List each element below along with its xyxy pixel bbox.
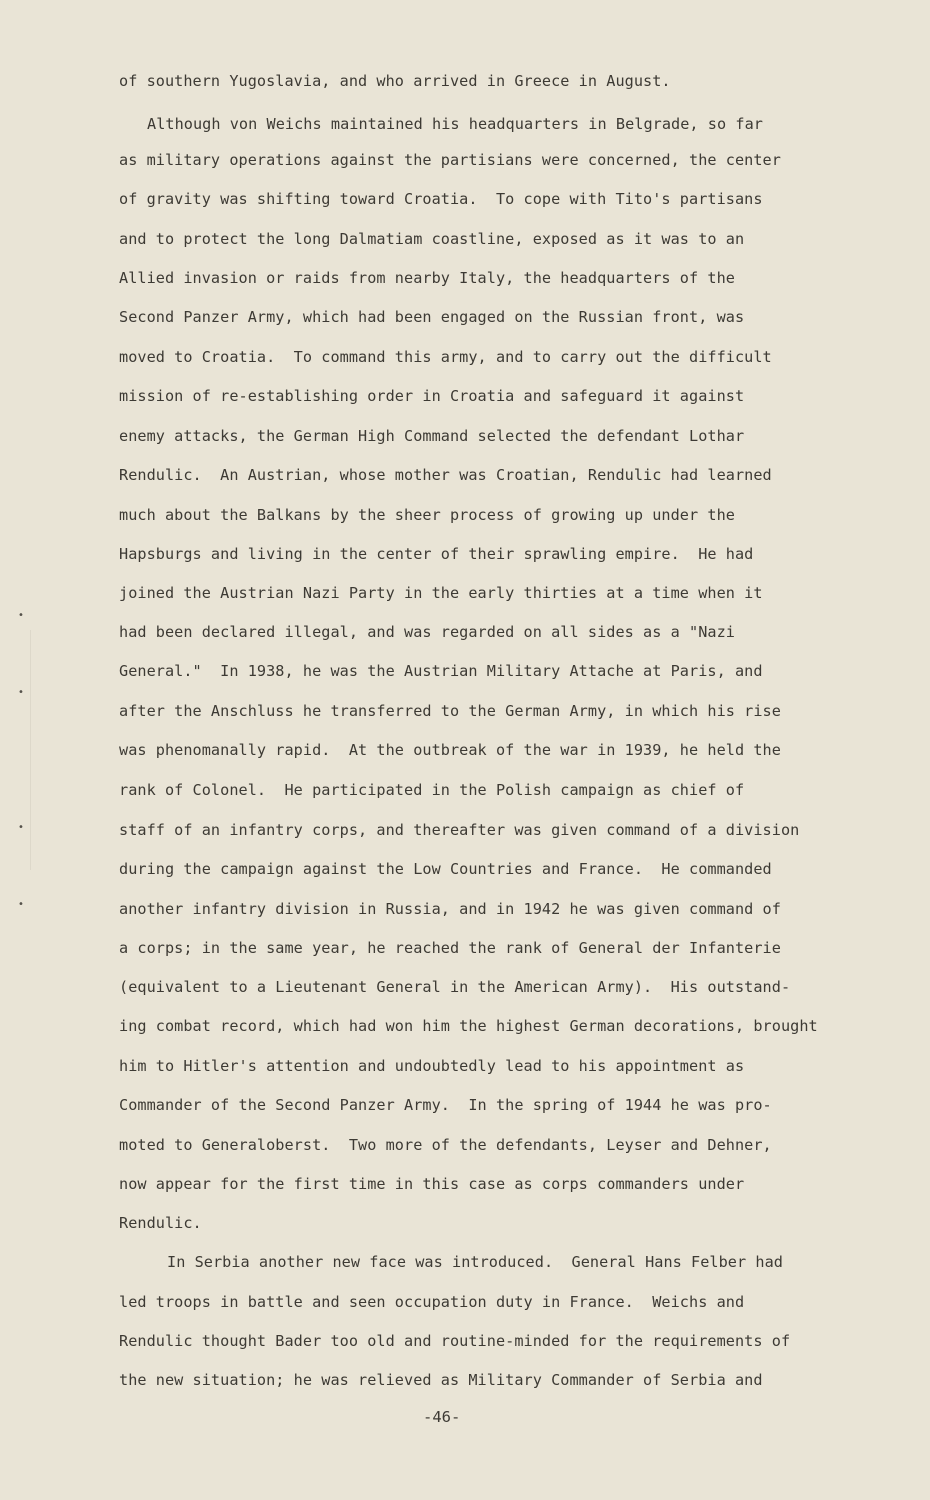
text-line: during the campaign against the Low Countries and France. He commanded	[119, 860, 772, 878]
text-line: Second Panzer Army, which had been engaged on the Russian front, was	[119, 308, 745, 326]
text-line: a corps; in the same year, he reached the rank of General der Infanterie	[119, 939, 781, 957]
text-line: enemy attacks, the German High Command selected the defendant Lothar	[119, 427, 745, 445]
text-line: the new situation; he was relieved as Military Commander of Serbia and	[119, 1371, 763, 1389]
text-line: Allied invasion or raids from nearby Italy, the headquarters of the	[119, 269, 735, 287]
text-line: Rendulic. An Austrian, whose mother was Croatian, Rendulic had learned	[119, 466, 772, 484]
text-line: another infantry division in Russia, and in 1942 he was given command of	[119, 900, 781, 918]
text-line: Rendulic thought Bader too old and routine-minded for the requirements of	[119, 1332, 791, 1350]
text-line: of southern Yugoslavia, and who arrived in Greece in August.	[119, 72, 671, 90]
text-line: him to Hitler's attention and undoubtedly lead to his appointment as	[119, 1057, 745, 1075]
text-line: led troops in battle and seen occupation duty in France. Weichs and	[119, 1293, 745, 1311]
page-number: -46-	[423, 1408, 461, 1426]
text-line: Hapsburgs and living in the center of their sprawling empire. He had	[119, 545, 754, 563]
text-line: moted to Generaloberst. Two more of the defendants, Leyser and Dehner,	[119, 1136, 772, 1154]
text-line: had been declared illegal, and was regarded on all sides as a "Nazi	[119, 623, 735, 641]
text-line: (equivalent to a Lieutenant General in the American Army). His outstand-	[119, 978, 791, 996]
text-line: rank of Colonel. He participated in the Polish campaign as chief of	[119, 781, 745, 799]
text-line: after the Anschluss he transferred to the German Army, in which his rise	[119, 702, 781, 720]
text-line: mission of re-establishing order in Croatia and safeguard it against	[119, 387, 745, 405]
text-line: General." In 1938, he was the Austrian Military Attache at Paris, and	[119, 662, 763, 680]
text-line: was phenomanally rapid. At the outbreak of the war in 1939, he held the	[119, 741, 781, 759]
text-line: and to protect the long Dalmatiam coastline, exposed as it was to an	[119, 230, 745, 248]
text-line: of gravity was shifting toward Croatia. To cope with Tito's partisans	[119, 190, 763, 208]
text-line: ing combat record, which had won him the highest German decorations, brought	[119, 1017, 818, 1035]
text-line: Rendulic.	[119, 1214, 202, 1232]
text-line: as military operations against the partisians were concerned, the center	[119, 151, 781, 169]
text-line: Commander of the Second Panzer Army. In the spring of 1944 he was pro-	[119, 1096, 772, 1114]
text-line: much about the Balkans by the sheer process of growing up under the	[119, 506, 735, 524]
text-line: moved to Croatia. To command this army, and to carry out the difficult	[119, 348, 772, 366]
text-line: staff of an infantry corps, and thereafter was given command of a division	[119, 821, 800, 839]
text-line: In Serbia another new face was introduced. General Hans Felber had	[167, 1253, 783, 1271]
text-line: joined the Austrian Nazi Party in the early thirties at a time when it	[119, 584, 763, 602]
text-line: Although von Weichs maintained his headquarters in Belgrade, so far	[147, 115, 763, 133]
text-line: now appear for the first time in this case as corps commanders under	[119, 1175, 745, 1193]
